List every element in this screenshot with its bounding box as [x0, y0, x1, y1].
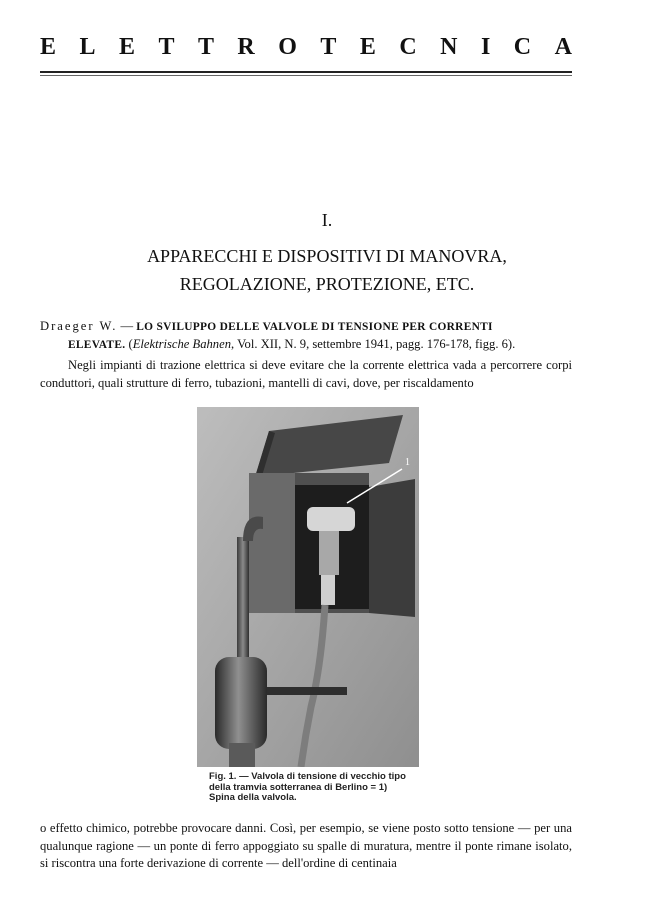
- reference-title-part2: ELEVATE.: [68, 339, 126, 351]
- header-letter: R: [237, 34, 255, 60]
- reference-dash: —: [120, 319, 134, 333]
- header-letter: N: [440, 34, 458, 60]
- conduit-pipe: [237, 537, 249, 667]
- bibliographic-reference: [40, 318, 572, 354]
- reference-line-1: [40, 318, 572, 336]
- reference-author: Draeger W.: [40, 319, 118, 333]
- header-rule-thin: [40, 75, 572, 76]
- header-letter: I: [480, 34, 491, 60]
- header-letter: C: [513, 34, 532, 60]
- box-door: [369, 479, 415, 617]
- section-title: [0, 242, 654, 298]
- header-letter: T: [197, 34, 214, 60]
- box-side: [249, 473, 295, 613]
- section-title-line-1: APPARECCHI E DISPOSITIVI DI MANOVRA,: [147, 246, 507, 266]
- header-letter: T: [320, 34, 337, 60]
- figure-photo: [197, 407, 419, 767]
- body-paragraph-2: o effetto chimico, potrebbe provocare danni. Così, per esempio, se viene posto sotto tensione — per una qualunque ragione — un ponte di ferro appoggiato su spalle di muratura, mentre il ponte rimane isolato, si riscontra una forte derivazione di corrente — dell'ordine di centinaia: [40, 821, 572, 870]
- header-letter: E: [359, 34, 376, 60]
- header-letter: A: [554, 34, 572, 60]
- section-title-line-2: REGOLAZIONE, PROTEZIONE, ETC.: [179, 274, 475, 294]
- reference-title-part1: LO SVILUPPO DELLE VALVOLE DI TENSIONE PER CORRENTI: [136, 321, 493, 333]
- arrester-pot: [215, 657, 267, 749]
- reference-details: , Vol. XII, N. 9, settembre 1941, pagg. 176-178, figg. 6).: [231, 337, 516, 351]
- fuse-clamp: [307, 507, 355, 531]
- header-letter: E: [118, 34, 135, 60]
- header-letter: T: [158, 34, 175, 60]
- section-number: I.: [321, 210, 333, 230]
- body-paragraph-1: Negli impianti di trazione elettrica si deve evitare che la corrente elettrica vada a percorrere corpi conduttori, quali strutture di ferro, tubazioni, mantelli di cavi, dove, per riscaldamento: [40, 358, 572, 390]
- arrester-base: [229, 743, 255, 767]
- header-letter: C: [399, 34, 417, 60]
- header-letter: L: [79, 34, 96, 60]
- fuse-holder: [319, 531, 339, 575]
- figure-caption: Fig. 1. — Valvola di tensione di vecchio tipo della tramvia sotterranea di Berlino = 1) Spina della valvola.: [209, 771, 406, 803]
- fuse-plug: [321, 575, 335, 605]
- header-letter: O: [278, 34, 297, 60]
- header-letter: E: [40, 34, 57, 60]
- reference-journal: Elektrische Bahnen: [132, 337, 231, 351]
- header-rule: [40, 71, 572, 73]
- callout-label: 1: [405, 457, 410, 468]
- journal-header: [40, 34, 572, 61]
- reference-line-2: ELEVATE. (Elektrische Bahnen, Vol. XII, N. 9, settembre 1941, pagg. 176-178, figg. 6).: [68, 337, 516, 351]
